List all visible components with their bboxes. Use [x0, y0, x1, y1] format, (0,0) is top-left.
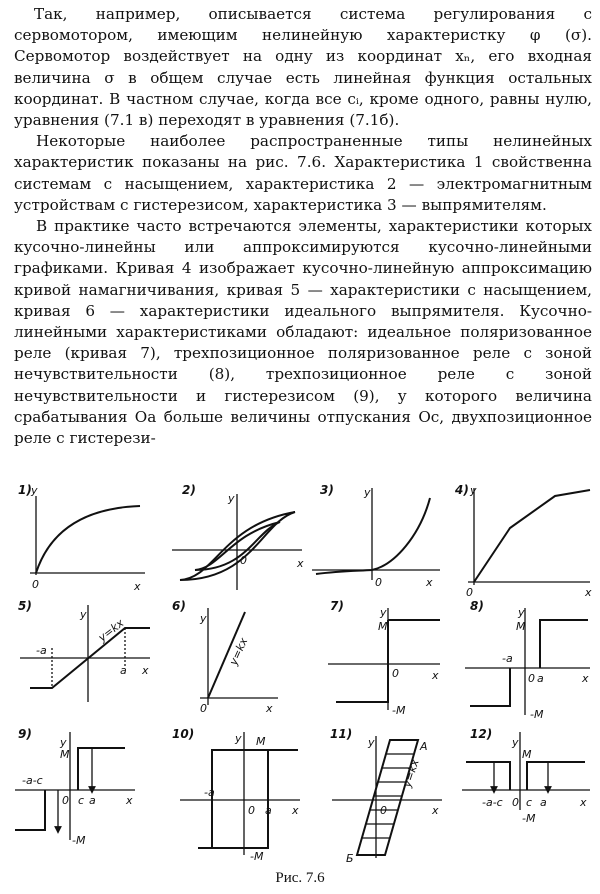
panel-8-x-label: x [582, 672, 589, 685]
panel-11-x-label: x [432, 804, 439, 817]
panel-10-y-label: y [235, 732, 242, 745]
panel-6 [172, 599, 278, 715]
panel-11 [330, 727, 442, 865]
panel-8-origin: 0 [528, 672, 535, 685]
panel-9-lower [15, 790, 45, 830]
panel-12-origin: 0 [512, 796, 519, 809]
panel-7-origin: 0 [392, 667, 399, 680]
panel-11-origin: 0 [380, 804, 387, 817]
panel-8-M: M [516, 620, 526, 633]
panel-3 [312, 483, 440, 589]
panel-2-origin: 0 [240, 554, 247, 567]
panel-1-y-label: y [31, 484, 38, 497]
panel-9-c: c [78, 794, 85, 807]
panel-12-c: c [526, 796, 533, 809]
panel-1-x-label: x [134, 580, 141, 593]
panel-10-M: M [256, 735, 266, 748]
panel-4-origin: 0 [466, 586, 473, 599]
panel-7-x-label: x [432, 669, 439, 682]
panel-12-y-label: y [512, 736, 519, 749]
panel-9-x-label: x [126, 794, 133, 807]
figure-caption: Рис. 7.6 [275, 870, 325, 886]
body-text [14, 4, 592, 449]
panel-10-lower [198, 750, 268, 848]
panel-3-x-label: x [426, 576, 433, 589]
panel-10-upper [212, 750, 298, 848]
panel-8-lower [470, 668, 510, 706]
panel-5 [18, 599, 150, 702]
panel-4-x-label: x [585, 586, 592, 599]
paragraph-1: Так, например, описывается система регулирования с сервомотором, имеющим нелинейную характеристку φ (σ). Сервомотор воздействует на одну из координат xₙ, его входная величина σ в общем случае есть линейная функция остальных координат. В частном случае, когда все cᵢ, кроме одного, равны нулю, уравнения (7.1 в) переходят в уравнения (7.1б). [14, 5, 592, 130]
panel-10-x-label: x [292, 804, 299, 817]
panel-9-minus-M: -M [72, 834, 86, 847]
panel-9 [15, 727, 135, 847]
panel-1-number: 1) [18, 483, 32, 497]
panel-4-curve [474, 490, 590, 582]
panel-6-x-label: x [266, 702, 273, 715]
panel-12-minus-a-c: -a-c [482, 796, 503, 809]
panel-3-curve [316, 498, 430, 574]
panel-10-minus-M: -M [250, 850, 264, 863]
panel-1-origin: 0 [32, 578, 39, 591]
panel-3-y-label: y [364, 486, 371, 499]
panel-2-y-label: y [228, 492, 235, 505]
panel-8 [465, 599, 590, 721]
panel-4-number: 4) [455, 483, 469, 497]
panel-11-y-label: y [368, 736, 375, 749]
panel-11-line-label: y=kx [400, 757, 422, 789]
panel-7 [328, 599, 440, 717]
panel-8-a: a [537, 672, 544, 685]
panel-8-number: 8) [470, 599, 484, 613]
panel-11-number: 11) [330, 727, 353, 741]
panel-10-a: a [265, 804, 272, 817]
panel-5-minus-a: -a [36, 644, 47, 657]
panel-9-y-label: y [60, 736, 67, 749]
panel-4 [454, 483, 592, 599]
panel-5-line-label: y=kx [95, 616, 127, 645]
figure-7-6 [0, 470, 600, 870]
panel-1 [18, 483, 145, 593]
panel-7-minus-M: -M [392, 704, 406, 717]
panel-12-x-label: x [580, 796, 587, 809]
panel-11-A: A [420, 740, 428, 753]
panel-1-curve [36, 506, 140, 573]
panel-4-y-label: y [470, 484, 477, 497]
panel-12-M: M [522, 748, 532, 761]
panel-9-minus-a-c: -a-c [22, 774, 43, 787]
panel-9-upper [78, 748, 125, 790]
panel-11-B: Б [346, 852, 354, 865]
panel-5-number: 5) [18, 599, 32, 613]
panel-8-y-label: y [518, 606, 525, 619]
panel-9-origin: 0 [62, 794, 69, 807]
panel-5-a: a [120, 664, 127, 677]
panel-5-y-label: y [80, 608, 87, 621]
panel-6-origin: 0 [200, 702, 207, 715]
panel-10-origin: 0 [248, 804, 255, 817]
panel-9-M: M [60, 748, 70, 761]
panel-8-minus-a: -a [502, 652, 513, 665]
panel-7-number: 7) [330, 599, 344, 613]
panel-5-x-label: x [142, 664, 149, 677]
panel-7-M: M [378, 620, 388, 633]
panel-8-upper [540, 620, 588, 668]
panel-8-minus-M: -M [530, 708, 544, 721]
panel-9-a: a [89, 794, 96, 807]
panel-10-minus-a: -a [204, 786, 215, 799]
panel-3-number: 3) [320, 483, 334, 497]
panel-12 [462, 727, 590, 825]
panel-12-a: a [540, 796, 547, 809]
paragraph-2: Некоторые наиболее распространенные типы нелинейных характеристик показаны на рис. 7.6. Характеристика 1 свойственна системам с насыщением, характеристика 2 — электромагнитным устройствам с гистерезисом, характеристика 3 — выпрямителям. [14, 132, 592, 214]
panel-9-number: 9) [18, 727, 32, 741]
panel-2 [172, 483, 304, 590]
panel-2-number: 2) [182, 483, 196, 497]
paragraph-3: В практике часто встречаются элементы, характеристики которых кусочно-линейны или аппроксимируются кусочно-линейными графиками. Кривая 4 изображает кусочно-линейную аппроксимацию кривой намагничивания, кривая 5 — характеристики с насыщением, кривая 6 — характеристики идеального выпрямителя. Кусочно-линейными характеристиками обладают: идеальное поляризованное реле (кривая 7), трехпозиционное поляризованное реле с зоной нечувствительности (8), трехпозиционное реле с зоной нечувствительности и гистерезисом (9), у которого величина срабатывания Oa больше величины отпускания Oc, двухпозиционное реле с гистерези- [14, 217, 592, 448]
panel-10 [172, 727, 300, 863]
panel-3-origin: 0 [375, 576, 382, 589]
panel-6-number: 6) [172, 599, 186, 613]
panel-12-minus-M: -M [522, 812, 536, 825]
panel-12-number: 12) [470, 727, 493, 741]
panel-6-line-label: y=kx [226, 635, 251, 668]
panel-2-x-label: x [297, 557, 304, 570]
panel-12-lower [466, 762, 510, 790]
panel-10-number: 10) [172, 727, 195, 741]
panel-12-upper [527, 762, 585, 790]
panel-7-y-label: y [380, 606, 387, 619]
panel-6-y-label: y [200, 612, 207, 625]
